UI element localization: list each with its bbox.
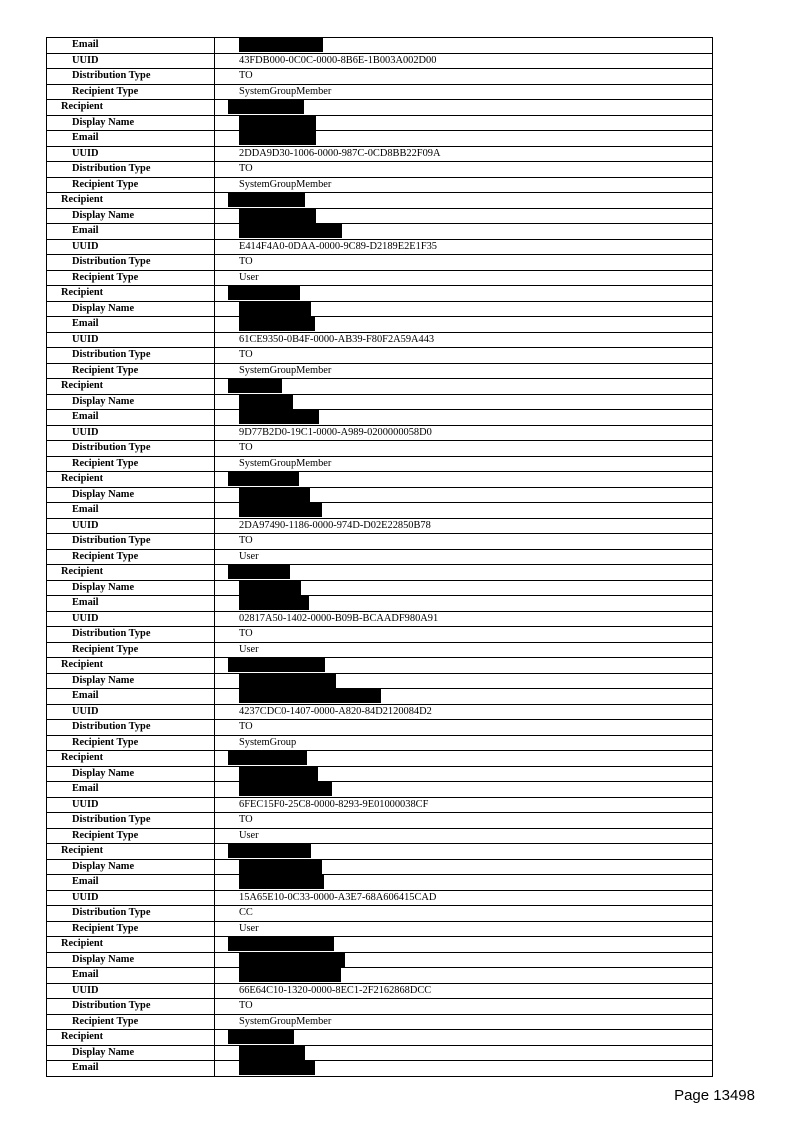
field-row: [47, 518, 713, 534]
field-row: [47, 797, 713, 813]
field-row: [47, 146, 713, 162]
field-label-uuid: UUID: [47, 332, 215, 348]
field-label-email: Email: [47, 596, 215, 612]
field-value-distribution-type: TO: [215, 441, 713, 457]
field-row: [47, 394, 713, 410]
field-row: [47, 689, 713, 705]
redacted-value: [215, 487, 713, 503]
redaction-bar: [228, 379, 282, 393]
field-row: [47, 921, 713, 937]
field-label-distribution-type: Distribution Type: [47, 441, 215, 457]
redaction-bar: [239, 860, 322, 874]
field-row: [47, 890, 713, 906]
redacted-value: [215, 937, 713, 953]
field-label-uuid: UUID: [47, 704, 215, 720]
field-value-uuid: E414F4A0-0DAA-0000-9C89-D2189E2E1F35: [215, 239, 713, 255]
redacted-value: [215, 115, 713, 131]
field-label-recipient-type: Recipient Type: [47, 1014, 215, 1030]
field-label-distribution-type: Distribution Type: [47, 627, 215, 643]
redaction-bar: [239, 1046, 305, 1060]
redacted-value: [215, 658, 713, 674]
field-label-uuid: UUID: [47, 518, 215, 534]
field-label-display-name: Display Name: [47, 580, 215, 596]
field-value-distribution-type: TO: [215, 69, 713, 85]
field-row: [47, 84, 713, 100]
field-label-uuid: UUID: [47, 797, 215, 813]
redacted-value: [215, 782, 713, 798]
redacted-value: [215, 131, 713, 147]
field-label-distribution-type: Distribution Type: [47, 999, 215, 1015]
recipient-header-row: [47, 565, 713, 581]
field-value-uuid: 2DA97490-1186-0000-974D-D02E22850B78: [215, 518, 713, 534]
field-label-display-name: Display Name: [47, 952, 215, 968]
field-value-distribution-type: TO: [215, 348, 713, 364]
field-value-uuid: 02817A50-1402-0000-B09B-BCAADF980A91: [215, 611, 713, 627]
redaction-bar: [239, 131, 316, 145]
field-label-uuid: UUID: [47, 146, 215, 162]
redacted-value: [215, 317, 713, 333]
redacted-value: [215, 1030, 713, 1046]
redacted-value: [215, 875, 713, 891]
redacted-value: [215, 379, 713, 395]
field-value-uuid: 2DDA9D30-1006-0000-987C-0CD8BB22F09A: [215, 146, 713, 162]
redaction-bar: [228, 565, 290, 579]
field-row: [47, 239, 713, 255]
redacted-value: [215, 301, 713, 317]
redacted-value: [215, 565, 713, 581]
field-label-distribution-type: Distribution Type: [47, 813, 215, 829]
field-value-distribution-type: TO: [215, 255, 713, 271]
field-row: [47, 1045, 713, 1061]
field-label-email: Email: [47, 503, 215, 519]
redacted-value: [215, 410, 713, 426]
field-row: [47, 735, 713, 751]
field-label-recipient-type: Recipient Type: [47, 177, 215, 193]
field-value-recipient-type: SystemGroupMember: [215, 177, 713, 193]
field-value-distribution-type: TO: [215, 162, 713, 178]
redaction-bar: [228, 100, 304, 114]
field-label-recipient-type: Recipient Type: [47, 549, 215, 565]
field-row: [47, 177, 713, 193]
redacted-value: [215, 844, 713, 860]
field-value-distribution-type: TO: [215, 720, 713, 736]
field-row: [47, 1061, 713, 1077]
redaction-bar: [239, 968, 341, 982]
recipient-header-row: [47, 100, 713, 116]
recipient-header-row: [47, 379, 713, 395]
redaction-bar: [239, 767, 318, 781]
redaction-bar: [228, 472, 299, 486]
field-label-uuid: UUID: [47, 983, 215, 999]
redacted-value: [215, 1045, 713, 1061]
field-label-uuid: UUID: [47, 611, 215, 627]
field-row: [47, 782, 713, 798]
redaction-bar: [228, 193, 305, 207]
redaction-bar: [228, 658, 325, 672]
field-label-recipient-type: Recipient Type: [47, 735, 215, 751]
field-row: [47, 487, 713, 503]
field-label-recipient-type: Recipient Type: [47, 456, 215, 472]
field-label-email: Email: [47, 317, 215, 333]
field-row: [47, 999, 713, 1015]
redaction-bar: [228, 844, 311, 858]
field-label-recipient: Recipient: [47, 1030, 215, 1046]
field-row: [47, 906, 713, 922]
field-row: [47, 301, 713, 317]
field-row: [47, 224, 713, 240]
field-value-recipient-type: SystemGroupMember: [215, 84, 713, 100]
field-row: [47, 363, 713, 379]
redaction-bar: [239, 875, 324, 889]
redaction-bar: [239, 38, 323, 52]
field-row: [47, 255, 713, 271]
field-row: [47, 410, 713, 426]
field-label-display-name: Display Name: [47, 859, 215, 875]
recipient-header-row: [47, 1030, 713, 1046]
field-label-uuid: UUID: [47, 53, 215, 69]
redaction-bar: [239, 953, 345, 967]
field-label-recipient: Recipient: [47, 937, 215, 953]
field-value-recipient-type: User: [215, 270, 713, 286]
field-label-recipient-type: Recipient Type: [47, 828, 215, 844]
redaction-bar: [228, 937, 334, 951]
recipient-header-row: [47, 472, 713, 488]
field-value-uuid: 15A65E10-0C33-0000-A3E7-68A606415CAD: [215, 890, 713, 906]
redaction-bar: [239, 395, 293, 409]
field-row: [47, 38, 713, 54]
field-row: [47, 162, 713, 178]
redaction-bar: [239, 596, 309, 610]
redacted-value: [215, 208, 713, 224]
redacted-value: [215, 766, 713, 782]
field-row: [47, 441, 713, 457]
field-value-recipient-type: SystemGroupMember: [215, 363, 713, 379]
field-row: [47, 549, 713, 565]
field-value-uuid: 43FDB000-0C0C-0000-8B6E-1B003A002D00: [215, 53, 713, 69]
recipient-header-row: [47, 844, 713, 860]
redacted-value: [215, 394, 713, 410]
redacted-value: [215, 952, 713, 968]
field-label-display-name: Display Name: [47, 208, 215, 224]
field-label-display-name: Display Name: [47, 487, 215, 503]
recipient-header-row: [47, 658, 713, 674]
field-row: [47, 828, 713, 844]
redacted-value: [215, 859, 713, 875]
redaction-bar: [239, 674, 336, 688]
field-row: [47, 425, 713, 441]
field-value-recipient-type: User: [215, 921, 713, 937]
field-label-recipient-type: Recipient Type: [47, 84, 215, 100]
field-row: [47, 317, 713, 333]
field-row: [47, 813, 713, 829]
field-label-recipient-type: Recipient Type: [47, 642, 215, 658]
field-value-uuid: 4237CDC0-1407-0000-A820-84D2120084D2: [215, 704, 713, 720]
field-value-recipient-type: User: [215, 549, 713, 565]
field-value-distribution-type: CC: [215, 906, 713, 922]
field-label-uuid: UUID: [47, 425, 215, 441]
field-label-email: Email: [47, 131, 215, 147]
field-row: [47, 611, 713, 627]
field-row: [47, 720, 713, 736]
redacted-value: [215, 193, 713, 209]
redaction-bar: [228, 286, 300, 300]
redaction-bar: [239, 1061, 315, 1075]
field-value-distribution-type: TO: [215, 999, 713, 1015]
field-row: [47, 704, 713, 720]
recipient-records-table: [46, 37, 713, 1077]
field-label-email: Email: [47, 1061, 215, 1077]
field-label-recipient: Recipient: [47, 472, 215, 488]
redacted-value: [215, 751, 713, 767]
field-row: [47, 766, 713, 782]
field-row: [47, 456, 713, 472]
field-value-uuid: 61CE9350-0B4F-0000-AB39-F80F2A59A443: [215, 332, 713, 348]
recipient-header-row: [47, 937, 713, 953]
field-label-email: Email: [47, 410, 215, 426]
field-value-recipient-type: SystemGroupMember: [215, 456, 713, 472]
field-label-recipient-type: Recipient Type: [47, 363, 215, 379]
field-value-uuid: 6FEC15F0-25C8-0000-8293-9E01000038CF: [215, 797, 713, 813]
field-value-distribution-type: TO: [215, 813, 713, 829]
field-label-email: Email: [47, 875, 215, 891]
field-label-display-name: Display Name: [47, 1045, 215, 1061]
field-row: [47, 627, 713, 643]
field-label-email: Email: [47, 782, 215, 798]
field-row: [47, 131, 713, 147]
field-label-display-name: Display Name: [47, 673, 215, 689]
field-row: [47, 596, 713, 612]
field-label-distribution-type: Distribution Type: [47, 162, 215, 178]
field-value-recipient-type: SystemGroup: [215, 735, 713, 751]
redacted-value: [215, 673, 713, 689]
field-value-recipient-type: User: [215, 642, 713, 658]
field-label-email: Email: [47, 689, 215, 705]
redaction-bar: [239, 581, 301, 595]
field-label-distribution-type: Distribution Type: [47, 255, 215, 271]
field-row: [47, 115, 713, 131]
redacted-value: [215, 689, 713, 705]
field-row: [47, 53, 713, 69]
redaction-bar: [239, 116, 316, 130]
field-label-distribution-type: Distribution Type: [47, 534, 215, 550]
field-row: [47, 270, 713, 286]
page-number: Page 13498: [674, 1087, 755, 1104]
field-label-display-name: Display Name: [47, 301, 215, 317]
field-value-distribution-type: TO: [215, 534, 713, 550]
field-label-display-name: Display Name: [47, 394, 215, 410]
redaction-bar: [239, 503, 322, 517]
field-row: [47, 673, 713, 689]
field-label-recipient: Recipient: [47, 100, 215, 116]
field-label-recipient: Recipient: [47, 286, 215, 302]
field-label-email: Email: [47, 224, 215, 240]
field-row: [47, 580, 713, 596]
field-label-email: Email: [47, 968, 215, 984]
field-value-uuid: 66E64C10-1320-0000-8EC1-2F2162868DCC: [215, 983, 713, 999]
field-row: [47, 952, 713, 968]
field-label-recipient: Recipient: [47, 658, 215, 674]
field-label-recipient: Recipient: [47, 193, 215, 209]
field-label-recipient: Recipient: [47, 751, 215, 767]
redacted-value: [215, 38, 713, 54]
redacted-value: [215, 968, 713, 984]
field-row: [47, 534, 713, 550]
redacted-value: [215, 224, 713, 240]
field-row: [47, 332, 713, 348]
redacted-value: [215, 472, 713, 488]
redaction-bar: [239, 410, 319, 424]
field-label-display-name: Display Name: [47, 115, 215, 131]
redacted-value: [215, 503, 713, 519]
field-row: [47, 208, 713, 224]
field-row: [47, 348, 713, 364]
field-row: [47, 642, 713, 658]
field-row: [47, 503, 713, 519]
field-row: [47, 1014, 713, 1030]
redaction-bar: [239, 302, 311, 316]
field-value-recipient-type: User: [215, 828, 713, 844]
redaction-bar: [239, 224, 342, 238]
redaction-bar: [239, 488, 310, 502]
redacted-value: [215, 286, 713, 302]
field-value-uuid: 9D77B2D0-19C1-0000-A989-0200000058D0: [215, 425, 713, 441]
redaction-bar: [239, 689, 381, 703]
field-label-distribution-type: Distribution Type: [47, 348, 215, 364]
field-value-recipient-type: SystemGroupMember: [215, 1014, 713, 1030]
field-row: [47, 968, 713, 984]
field-label-uuid: UUID: [47, 890, 215, 906]
field-value-distribution-type: TO: [215, 627, 713, 643]
redaction-bar: [239, 782, 332, 796]
field-label-distribution-type: Distribution Type: [47, 69, 215, 85]
field-label-display-name: Display Name: [47, 766, 215, 782]
field-row: [47, 875, 713, 891]
recipient-header-row: [47, 193, 713, 209]
field-row: [47, 69, 713, 85]
recipient-header-row: [47, 751, 713, 767]
recipient-records-body: [47, 38, 713, 1077]
redacted-value: [215, 580, 713, 596]
redacted-value: [215, 596, 713, 612]
redacted-value: [215, 100, 713, 116]
field-label-recipient: Recipient: [47, 844, 215, 860]
field-label-email: Email: [47, 38, 215, 54]
field-label-recipient: Recipient: [47, 565, 215, 581]
field-row: [47, 859, 713, 875]
redacted-value: [215, 1061, 713, 1077]
field-row: [47, 983, 713, 999]
field-label-distribution-type: Distribution Type: [47, 906, 215, 922]
recipient-header-row: [47, 286, 713, 302]
field-label-recipient: Recipient: [47, 379, 215, 395]
redaction-bar: [239, 317, 315, 331]
field-label-recipient-type: Recipient Type: [47, 921, 215, 937]
field-label-uuid: UUID: [47, 239, 215, 255]
field-label-distribution-type: Distribution Type: [47, 720, 215, 736]
field-label-recipient-type: Recipient Type: [47, 270, 215, 286]
redaction-bar: [239, 209, 316, 223]
redaction-bar: [228, 1030, 294, 1044]
redaction-bar: [228, 751, 307, 765]
